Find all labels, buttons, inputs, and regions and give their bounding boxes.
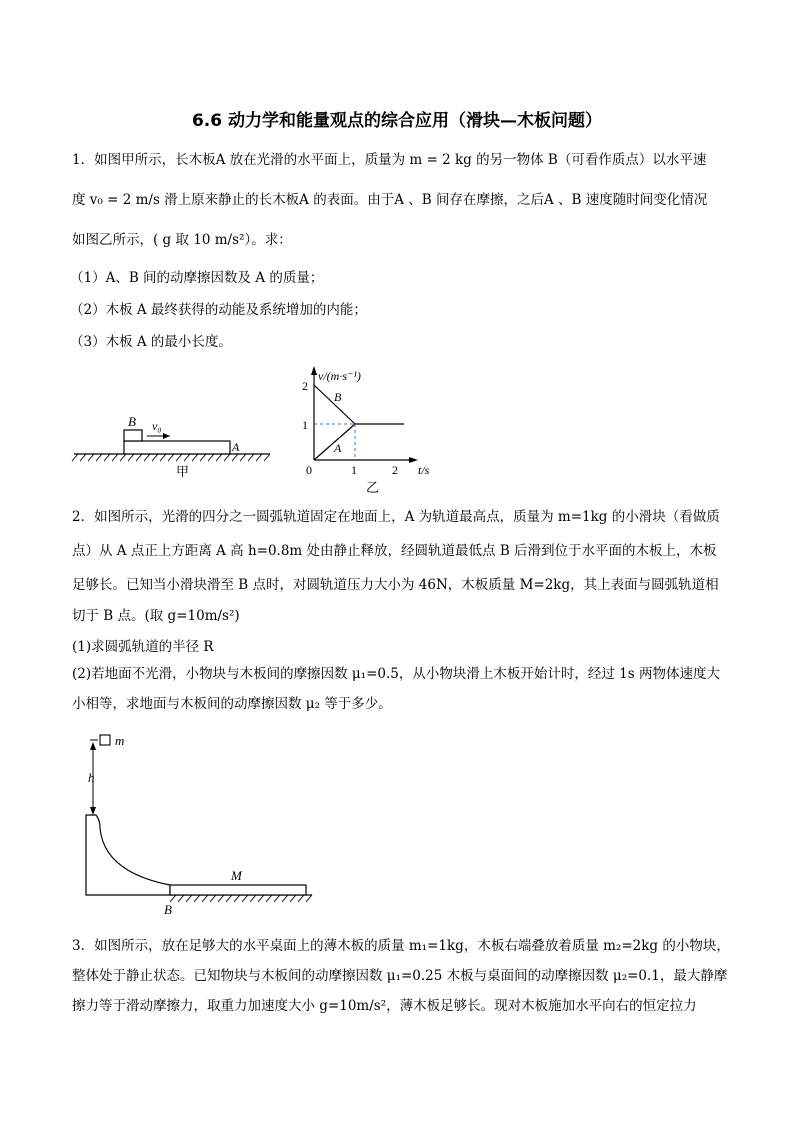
ground-hatching	[72, 454, 270, 461]
x-axis-label: t/s	[418, 463, 430, 477]
height-arrow-down-icon	[90, 807, 96, 815]
label-M: M	[231, 868, 242, 883]
figure-2	[0, 720, 794, 920]
q1-sub-3: （3）木板 A 的最小长度。	[70, 334, 232, 350]
arc-track	[86, 815, 170, 895]
q1-sub-1: （1）A、B 间的动摩擦因数及 A 的质量；	[70, 270, 324, 286]
tick-y-2: 2	[302, 379, 308, 393]
label-a: A	[232, 440, 240, 454]
label-m: m	[115, 733, 125, 748]
figure-1	[0, 0, 794, 500]
q1-sub-2: （2）木板 A 最终获得的动能及系统增加的内能；	[70, 302, 367, 318]
label-b: B	[128, 414, 136, 429]
q2-line-4: 切于 B 点。(取 g=10m/s²)	[72, 608, 240, 624]
label-v0: v₀	[152, 419, 162, 433]
series-a-label: A	[334, 441, 342, 455]
q2-line-1: 2．如图所示，光滑的四分之一圆弧轨道固定在地面上，A 为轨道最高点，质量为 m=1kg 的小滑块（看做质	[72, 509, 720, 525]
tick-y-1: 1	[302, 418, 308, 432]
small-block-m	[100, 735, 110, 745]
y-axis-label: v/(m·s⁻¹)	[318, 369, 361, 383]
page-title: 6.6 动力学和能量观点的综合应用（滑块—木板问题）	[191, 111, 603, 131]
tick-x-2: 2	[392, 463, 398, 477]
y-axis-arrow-icon	[311, 366, 317, 375]
tick-x-1: 1	[351, 463, 357, 477]
q2-line-3: 足够长。已知当小滑块滑至 B 点时，对圆轨道压力大小为 46N，木板质量 M=2kg，其上表面与圆弧轨道相	[72, 577, 719, 593]
label-B: B	[164, 902, 172, 917]
q2-line-7: 小相等，求地面与木板间的动摩擦因数 μ₂ 等于多少。	[72, 696, 392, 712]
q2-line-6: (2)若地面不光滑，小物块与木板间的摩擦因数 μ₁=0.5，从小物块滑上木板开始计时，经过 1s 两物体速度大	[72, 666, 720, 682]
q3-line-3: 擦力等于滑动摩擦力，取重力加速度大小 g=10m/s²，薄木板足够长。现对木板施加水平向右的恒定拉力	[72, 998, 697, 1014]
plank-a	[124, 441, 230, 454]
floor-hatching	[170, 895, 312, 902]
tick-x-0: 0	[306, 463, 312, 477]
q1-line-3: 如图乙所示，( g 取 10 m/s²）。求：	[72, 232, 292, 248]
block-b	[124, 430, 142, 441]
board-M	[170, 885, 306, 895]
q1-line-1: 1．如图甲所示，长木板A 放在光滑的水平面上，质量为 m = 2 kg 的另一物体 B（可看作质点）以水平速	[72, 152, 707, 168]
q1-line-2: 度 v₀ = 2 m/s 滑上原来静止的长木板A 的表面。由于A 、B 间存在摩擦，之后A 、B 速度随时间变化情况	[72, 192, 708, 208]
label-h: h	[88, 770, 95, 785]
x-axis-arrow-icon	[409, 457, 418, 463]
q2-line-2: 点）从 A 点正上方距离 A 高 h=0.8m 处由静止释放，经圆轨道最低点 B 后滑到位于水平面的木板上，木板	[72, 543, 717, 559]
figure-jia	[72, 414, 270, 479]
caption-jia: 甲	[176, 464, 190, 479]
series-b-label: B	[334, 390, 342, 404]
arrowhead-icon	[163, 433, 170, 439]
figure-yi	[302, 366, 430, 495]
q3-line-1: 3．如图所示，放在足够大的水平桌面上的薄木板的质量 m₁=1kg，木板右端叠放着质量 m₂=2kg 的小物块，	[72, 938, 730, 954]
q2-line-5: (1)求圆弧轨道的半径 R	[72, 639, 214, 655]
q3-line-2: 整体处于静止状态。已知物块与木板间的动摩擦因数 μ₁=0.25 木板与桌面间的动摩擦因数 μ₂=0.1，最大静摩	[72, 968, 728, 984]
caption-yi: 乙	[366, 480, 380, 495]
height-arrow-up-icon	[90, 742, 96, 750]
